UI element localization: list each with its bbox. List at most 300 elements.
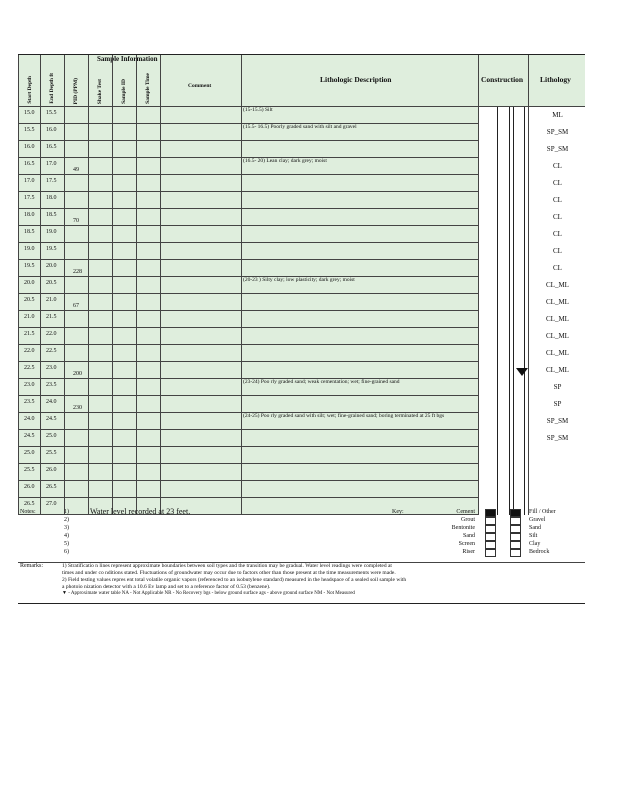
table-cell (41, 124, 65, 141)
table-cell (89, 260, 113, 277)
sample-info-title: Sample Information (97, 55, 158, 63)
lithology-cell (529, 107, 585, 124)
lithology-cell (529, 396, 585, 413)
table-cell (65, 379, 89, 396)
table-cell (41, 260, 65, 277)
construction-key-label: Riser (462, 549, 475, 555)
table-cell (41, 311, 65, 328)
table-cell (161, 209, 242, 226)
table-cell (113, 192, 137, 209)
table-cell (137, 124, 161, 141)
table-cell (113, 447, 137, 464)
table-cell (18, 277, 41, 294)
column-header-label: Shake Test (97, 78, 103, 104)
table-cell (242, 294, 479, 311)
table-cell (161, 277, 242, 294)
table-cell (137, 243, 161, 260)
table-cell (18, 226, 41, 243)
table-cell (161, 379, 242, 396)
table-cell (41, 396, 65, 413)
construction-column (479, 107, 529, 515)
table-cell (113, 413, 137, 430)
lithology-key-swatch (510, 549, 521, 557)
lithology-code: SP (553, 383, 562, 391)
table-cell (242, 328, 479, 345)
table-cell (137, 277, 161, 294)
table-cell (89, 447, 113, 464)
lithology-code: CL_ML (546, 298, 569, 306)
note-number: 5) (64, 541, 69, 547)
table-cell (65, 124, 89, 141)
remarks-label: Remarks: (20, 563, 43, 569)
lithology-cell (529, 345, 585, 362)
start-depth: 26.5 (24, 501, 35, 507)
table-cell (161, 430, 242, 447)
lithology-key-swatch (510, 509, 521, 517)
table-cell (242, 447, 479, 464)
table-cell (41, 328, 65, 345)
lithology-key-label: Silt (529, 533, 538, 539)
table-cell (161, 413, 242, 430)
table-cell (65, 277, 89, 294)
remarks-line-2: times and under co nditions stated. Fluctuations of groundwater may occur due to factors other than those present at the time measurements were made. (62, 570, 396, 576)
table-cell (65, 396, 89, 413)
table-cell (161, 175, 242, 192)
table-cell (18, 175, 41, 192)
start-depth: 20.5 (24, 297, 35, 303)
table-cell (113, 481, 137, 498)
table-cell (242, 379, 479, 396)
water-table-icon (516, 368, 528, 376)
table-cell (137, 413, 161, 430)
lithologic-description: (20-23 ) Silty clay; low plasticity; dark grey; moist (243, 277, 355, 283)
table-cell (242, 141, 479, 158)
lithology-cell (529, 464, 585, 481)
lithology-code: SP_SM (546, 417, 569, 425)
litho-desc-title: Lithologic Description (320, 75, 392, 84)
table-cell (65, 481, 89, 498)
table-cell (41, 379, 65, 396)
pid-value: 228 (73, 269, 82, 275)
table-cell (161, 481, 242, 498)
table-cell (18, 107, 41, 124)
lithology-cell (529, 175, 585, 192)
lithology-code: CL (553, 230, 562, 238)
lithology-code: CL (553, 196, 562, 204)
lithology-code: CL_ML (546, 349, 569, 357)
lithology-cell (529, 158, 585, 175)
lithologic-description: (23-24) Poo rly graded sand; weak cementation; wet; fine-grained sand (243, 379, 400, 385)
table-cell (89, 328, 113, 345)
table-cell (65, 447, 89, 464)
table-cell (18, 464, 41, 481)
table-cell (18, 209, 41, 226)
end-depth: 17.0 (46, 161, 57, 167)
table-cell (113, 464, 137, 481)
table-cell (18, 328, 41, 345)
table-cell (137, 294, 161, 311)
table-cell (113, 107, 137, 124)
construction-key-label: Bentonite (451, 525, 475, 531)
start-depth: 22.5 (24, 365, 35, 371)
table-cell (89, 192, 113, 209)
table-cell (161, 362, 242, 379)
end-depth: 16.0 (46, 127, 57, 133)
construction-key-swatch (485, 525, 496, 533)
table-cell (137, 396, 161, 413)
lithology-key-label: Fill / Other (529, 509, 556, 515)
table-cell (41, 413, 65, 430)
column-header (137, 55, 161, 107)
table-cell (161, 260, 242, 277)
table-cell (41, 464, 65, 481)
table-cell (113, 328, 137, 345)
start-depth: 24.0 (24, 416, 35, 422)
end-depth: 25.0 (46, 433, 57, 439)
table-cell (161, 192, 242, 209)
lithology-cell (529, 243, 585, 260)
table-cell (242, 260, 479, 277)
end-depth: 24.5 (46, 416, 57, 422)
table-cell (137, 328, 161, 345)
lithology-cell (529, 447, 585, 464)
table-cell (18, 345, 41, 362)
lithology-cell (529, 209, 585, 226)
lithology-cell (529, 277, 585, 294)
lithology-code: CL (553, 162, 562, 170)
table-cell (137, 345, 161, 362)
table-cell (242, 464, 479, 481)
table-cell (161, 226, 242, 243)
table-cell (161, 345, 242, 362)
end-depth: 27.0 (46, 501, 57, 507)
column-header (89, 55, 113, 107)
end-depth: 20.0 (46, 263, 57, 269)
pid-value: 230 (73, 405, 82, 411)
table-cell (18, 481, 41, 498)
end-depth: 22.0 (46, 331, 57, 337)
lithology-key-swatch (510, 541, 521, 549)
table-cell (65, 209, 89, 226)
lithology-key-label: Gravel (529, 517, 546, 523)
construction-key-swatch (485, 509, 496, 517)
table-cell (65, 311, 89, 328)
table-cell (18, 124, 41, 141)
end-depth: 16.5 (46, 144, 57, 150)
note-number: 6) (64, 549, 69, 555)
lithology-code: ML (552, 111, 563, 119)
lithology-code: SP_SM (546, 145, 569, 153)
table-cell (242, 413, 479, 430)
header-lithology (529, 55, 585, 107)
end-depth: 18.0 (46, 195, 57, 201)
table-cell (113, 430, 137, 447)
table-cell (18, 447, 41, 464)
table-cell (41, 243, 65, 260)
table-cell (242, 209, 479, 226)
lithology-cell (529, 379, 585, 396)
lithology-cell (529, 124, 585, 141)
table-cell (89, 107, 113, 124)
end-depth: 25.5 (46, 450, 57, 456)
table-cell (113, 209, 137, 226)
table-cell (161, 464, 242, 481)
remarks-line-1: 1) Stratificatio n lines represent approximate boundaries between soil types and the transition may be gradual. Water level readings were completed at (62, 563, 392, 569)
lithology-cell (529, 141, 585, 158)
table-cell (18, 141, 41, 158)
remarks-line-3: 2) Field testing values repres ent total volatile organic vapors (referenced to an isobutylene standard) measured in the headspace of a sealed soil sample with (62, 577, 407, 583)
table-cell (41, 107, 65, 124)
end-depth: 26.0 (46, 467, 57, 473)
table-cell (161, 328, 242, 345)
table-cell (65, 345, 89, 362)
table-cell (113, 311, 137, 328)
table-cell (113, 277, 137, 294)
table-cell (161, 243, 242, 260)
table-cell (89, 277, 113, 294)
pid-value: 70 (73, 218, 79, 224)
remarks-line-4: a photoio nization detector with a 10.6 Ev lamp and set to a reference factor of 0.53 (benzene). (62, 584, 271, 590)
table-cell (137, 481, 161, 498)
table-cell (18, 260, 41, 277)
table-cell (18, 413, 41, 430)
table-cell (242, 277, 479, 294)
end-depth: 19.0 (46, 229, 57, 235)
table-cell (137, 209, 161, 226)
pid-value: 200 (73, 371, 82, 377)
lithology-cell (529, 413, 585, 430)
table-cell (137, 362, 161, 379)
table-cell (137, 260, 161, 277)
notes-section (18, 509, 585, 563)
well-casing-line (509, 107, 510, 515)
pid-value: 49 (73, 167, 79, 173)
end-depth: 22.5 (46, 348, 57, 354)
table-cell (65, 362, 89, 379)
table-cell (18, 396, 41, 413)
table-cell (41, 362, 65, 379)
lithology-title: Lithology (540, 75, 571, 84)
note-water-level: Water level recorded at 23 feet. (90, 507, 191, 516)
header-construction (479, 55, 529, 107)
table-cell (242, 192, 479, 209)
start-depth: 22.0 (24, 348, 35, 354)
table-cell (113, 260, 137, 277)
lithology-cell (529, 192, 585, 209)
column-header (113, 55, 137, 107)
construction-key-label: Sand (463, 533, 475, 539)
table-cell (41, 345, 65, 362)
column-header-label: End Depth ft (49, 73, 55, 104)
table-cell (18, 379, 41, 396)
start-depth: 17.0 (24, 178, 35, 184)
table-cell (41, 447, 65, 464)
table-cell (137, 379, 161, 396)
table-cell (89, 175, 113, 192)
pid-value: 67 (73, 303, 79, 309)
table-cell (18, 192, 41, 209)
table-cell (89, 141, 113, 158)
table-cell (18, 362, 41, 379)
lithology-code: SP_SM (546, 128, 569, 136)
table-cell (65, 158, 89, 175)
table-cell (137, 464, 161, 481)
table-cell (137, 226, 161, 243)
construction-key-swatch (485, 541, 496, 549)
column-header (65, 55, 89, 107)
lithology-cell (529, 260, 585, 277)
table-cell (113, 226, 137, 243)
table-cell (41, 294, 65, 311)
table-cell (137, 447, 161, 464)
table-cell (41, 141, 65, 158)
table-cell (65, 260, 89, 277)
construction-key-swatch (485, 549, 496, 557)
column-header-label: Sample Time (145, 73, 151, 104)
table-cell (137, 107, 161, 124)
table-cell (137, 175, 161, 192)
well-casing-line (513, 107, 514, 515)
note-number: 1) (64, 509, 69, 515)
table-cell (242, 175, 479, 192)
end-depth: 17.5 (46, 178, 57, 184)
table-cell (65, 175, 89, 192)
table-cell (242, 107, 479, 124)
table-cell (242, 226, 479, 243)
notes-label: Notes: (20, 509, 36, 515)
table-cell (161, 294, 242, 311)
table-cell (89, 243, 113, 260)
start-depth: 25.5 (24, 467, 35, 473)
start-depth: 20.0 (24, 280, 35, 286)
table-cell (113, 379, 137, 396)
start-depth: 21.0 (24, 314, 35, 320)
table-cell (89, 362, 113, 379)
column-header-label: Start Depth (26, 76, 33, 104)
table-cell (89, 209, 113, 226)
table-cell (242, 481, 479, 498)
table-cell (65, 430, 89, 447)
table-cell (89, 345, 113, 362)
table-cell (161, 447, 242, 464)
table-cell (18, 243, 41, 260)
table-cell (18, 294, 41, 311)
lithology-key-label: Sand (529, 525, 541, 531)
start-depth: 17.5 (24, 195, 35, 201)
start-depth: 24.5 (24, 433, 35, 439)
lithologic-description: (15.5- 16.5) Poorly graded sand with silt and gravel (243, 124, 357, 130)
table-cell (18, 158, 41, 175)
table-cell (242, 124, 479, 141)
table-cell (65, 328, 89, 345)
lithologic-description: (16.5- 20) Lean clay; dark grey; moist (243, 158, 327, 164)
table-cell (113, 294, 137, 311)
lithology-key-swatch (510, 533, 521, 541)
table-cell (89, 396, 113, 413)
lithology-cell (529, 430, 585, 447)
start-depth: 15.5 (24, 127, 35, 133)
end-depth: 19.5 (46, 246, 57, 252)
lithology-code: CL (553, 213, 562, 221)
table-cell (137, 141, 161, 158)
lithologic-description: (15-15.5) Silt (243, 107, 273, 113)
lithology-key-swatch (510, 517, 521, 525)
table-cell (161, 141, 242, 158)
lithology-code: CL (553, 264, 562, 272)
table-cell (89, 294, 113, 311)
lithology-cell (529, 294, 585, 311)
table-cell (18, 430, 41, 447)
start-depth: 16.0 (24, 144, 35, 150)
table-cell (65, 413, 89, 430)
table-cell (161, 124, 242, 141)
construction-key-swatch (485, 533, 496, 541)
column-header (41, 55, 65, 107)
table-cell (65, 226, 89, 243)
table-cell (89, 481, 113, 498)
table-cell (242, 430, 479, 447)
lithology-cell (529, 481, 585, 498)
lithology-code: CL_ML (546, 332, 569, 340)
lithology-code: CL_ML (546, 366, 569, 374)
remarks-line-5: ▼ - Approximate water table NA - Not Applicable NR - No Recovery bgs - below ground surface ags - above ground surface NM - Not Measured (62, 591, 355, 596)
start-depth: 26.0 (24, 484, 35, 490)
start-depth: 25.0 (24, 450, 35, 456)
table-cell (65, 141, 89, 158)
lithology-cell (529, 328, 585, 345)
start-depth: 23.0 (24, 382, 35, 388)
start-depth: 15.0 (24, 110, 35, 116)
lithology-code: CL (553, 247, 562, 255)
start-depth: 23.5 (24, 399, 35, 405)
table-cell (113, 158, 137, 175)
lithology-key-label: Bedrock (529, 549, 550, 555)
table-cell (89, 379, 113, 396)
table-cell (65, 107, 89, 124)
end-depth: 23.5 (46, 382, 57, 388)
table-cell (113, 175, 137, 192)
table-cell (242, 362, 479, 379)
boring-log (18, 54, 585, 604)
table-cell (161, 107, 242, 124)
end-depth: 18.5 (46, 212, 57, 218)
start-depth: 18.5 (24, 229, 35, 235)
table-cell (137, 158, 161, 175)
table-cell (113, 141, 137, 158)
table-cell (113, 396, 137, 413)
table-cell (89, 311, 113, 328)
end-depth: 15.5 (46, 110, 57, 116)
lithology-code: CL_ML (546, 281, 569, 289)
lithology-code: CL (553, 179, 562, 187)
table-cell (18, 311, 41, 328)
table-cell (89, 464, 113, 481)
lithology-key-swatch (510, 525, 521, 533)
lithology-code: CL_ML (546, 315, 569, 323)
table-cell (161, 396, 242, 413)
note-number: 2) (64, 517, 69, 523)
table-cell (113, 362, 137, 379)
table-cell (137, 430, 161, 447)
table-cell (41, 226, 65, 243)
construction-key-label: Screen (458, 541, 475, 547)
table-cell (41, 209, 65, 226)
start-depth: 16.5 (24, 161, 35, 167)
start-depth: 21.5 (24, 331, 35, 337)
column-header-label: Sample ID (121, 79, 127, 104)
start-depth: 19.5 (24, 263, 35, 269)
table-cell (41, 158, 65, 175)
